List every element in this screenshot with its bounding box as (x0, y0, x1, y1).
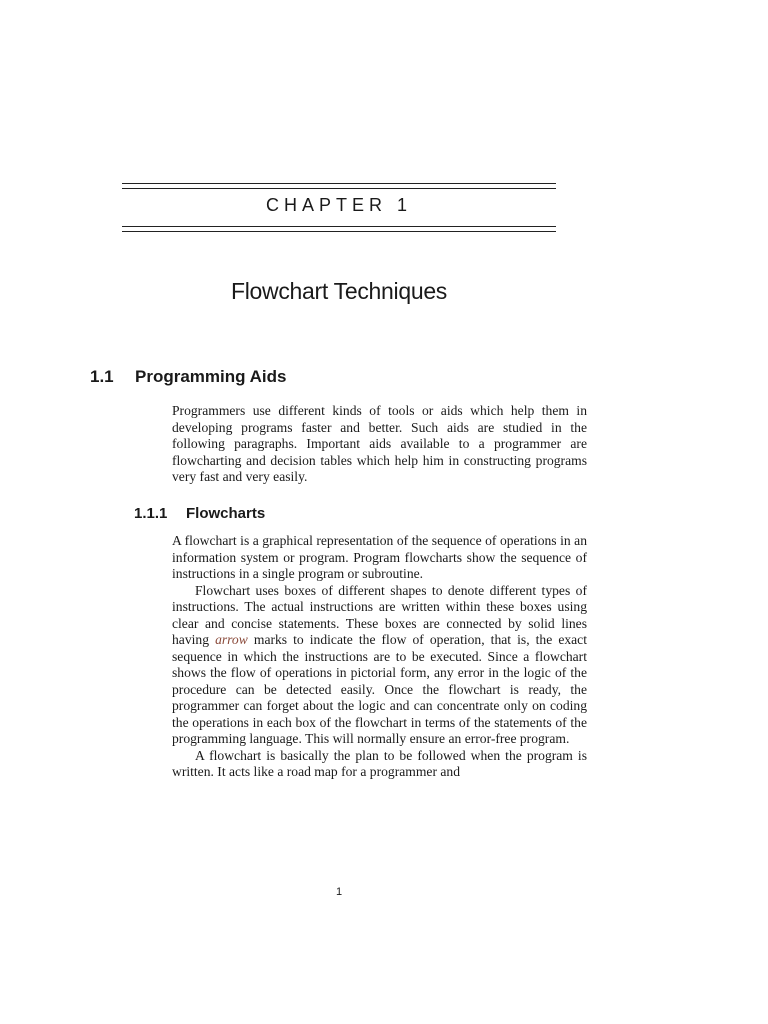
subsection-number: 1.1.1 (134, 505, 168, 522)
flowchart-paragraph-2-before: Flowchart uses boxes of different shapes to denote different types of instructions. The actual instructions are written within these boxes using clear and concise statements. These boxes are connected by solid lines having (172, 582, 587, 647)
flowchart-paragraph-3: A flowchart is basically the plan to be followed when the program is written. It acts like a road map for a programmer and (172, 747, 587, 779)
section-body (172, 403, 587, 486)
chapter-title: Flowchart Techniques (230, 278, 448, 304)
section-number: 1.1 (90, 367, 114, 386)
header-rule-bottom-2 (122, 231, 556, 232)
flowchart-paragraph-2 (172, 583, 587, 748)
page-number: 1 (335, 886, 343, 898)
subsection-body (172, 533, 587, 781)
header-rule-top-1 (122, 183, 556, 184)
flowchart-paragraph-2-after: marks to indicate the flow of operation, that is, the exact sequence in which the instructions are to be executed. Since a flowchart shows the flow of operations in pictorial form, any error in the logic of the procedure can be detected easily. Once the flowchart is ready, the programmer can forget about the logic and can concentrate only on coding the operations in each box of the flowchart in terms of the statements of the programming language. This will normally ensure an error-free program. (172, 632, 587, 746)
subsection-heading (134, 505, 265, 522)
section-heading (90, 367, 286, 387)
header-rule-bottom-1 (122, 226, 556, 227)
flowchart-paragraph-1: A flowchart is a graphical representation of the sequence of operations in an information system or program. Program flowcharts show the sequence of instructions in a single program or subroutine. (172, 533, 587, 581)
section-paragraph: Programmers use different kinds of tools or aids which help them in developing programs faster and better. Such aids are studied in the following paragraphs. Important aids available to a programmer are flowcharting and decision tables which help him in constructing programs very fast and very easily. (172, 403, 587, 484)
subsection-title: Flowcharts (186, 505, 266, 522)
arrow-emphasis: arrow (215, 632, 248, 647)
section-title: Programming Aids (135, 367, 287, 386)
header-rule-top-2 (122, 188, 556, 189)
chapter-label: CHAPTER 1 (265, 195, 413, 215)
